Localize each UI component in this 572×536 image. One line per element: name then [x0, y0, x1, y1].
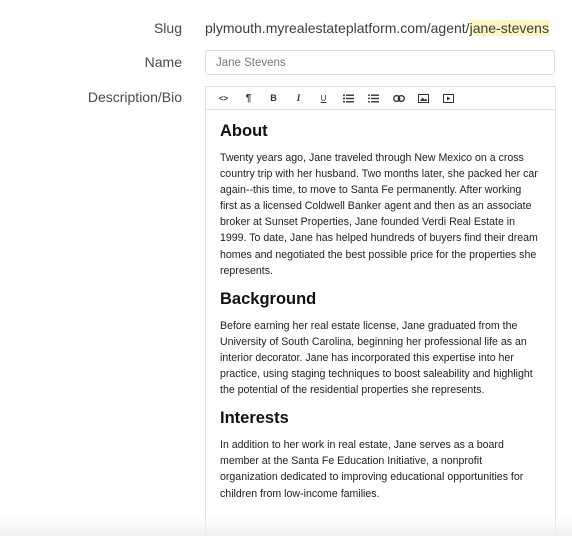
background-heading: Background — [220, 289, 317, 308]
slug-label: Slug — [153, 20, 182, 36]
editor-content[interactable] — [206, 110, 555, 502]
bold-icon[interactable]: B — [270, 93, 277, 103]
bio-editor — [205, 86, 556, 536]
editor-toolbar — [206, 87, 555, 110]
name-label: Name — [144, 54, 182, 70]
name-field[interactable]: Jane Stevens — [205, 50, 555, 75]
bottom-fade — [0, 516, 572, 536]
ordered-list-icon[interactable] — [361, 88, 386, 108]
code-icon[interactable]: <> — [218, 93, 229, 103]
interests-paragraph: In addition to her work in real estate, Jane serves as a board member at the Santa Fe Education Initiative, a nonprofit organization dedicated to improving educational opportunities for children from low-income families. — [220, 439, 524, 500]
image-icon[interactable] — [411, 88, 436, 108]
unordered-list-icon[interactable] — [336, 88, 361, 108]
background-paragraph: Before earning her real estate license, Jane graduated from the University of South Carolina, beginning her professional life as an interior decorator. Jane has incorporated this expertise into her practice, using staging techniques to boost saleability and highlight the potential of the residential properties she represents. — [220, 319, 533, 397]
video-icon[interactable] — [436, 88, 461, 108]
underline-icon[interactable]: U — [320, 93, 327, 103]
link-icon[interactable] — [386, 88, 411, 108]
paragraph-icon[interactable]: ¶ — [245, 92, 252, 104]
interests-heading: Interests — [220, 409, 289, 428]
slug-prefix: plymouth.myrealestateplatform.com/agent/ — [205, 20, 470, 36]
about-paragraph: Twenty years ago, Jane traveled through New Mexico on a cross country trip with her husband. Two months later, she packed her car again--this time, to move to Santa Fe permanently. After working first as a licensed Coldwell Banker agent and then as an associate broker at Sunset Properties, Jane founded Verdi Real Estate in 1999. To date, Jane has helped hundreds of buyers find their dream homes and negotiated the best possible price for the properties she represents. — [220, 152, 538, 277]
description-label: Description/Bio — [87, 89, 182, 105]
italic-icon[interactable]: I — [296, 93, 301, 103]
slug-value[interactable] — [205, 20, 549, 36]
about-heading: About — [220, 122, 268, 140]
slug-editable[interactable]: jane-stevens — [469, 20, 549, 36]
